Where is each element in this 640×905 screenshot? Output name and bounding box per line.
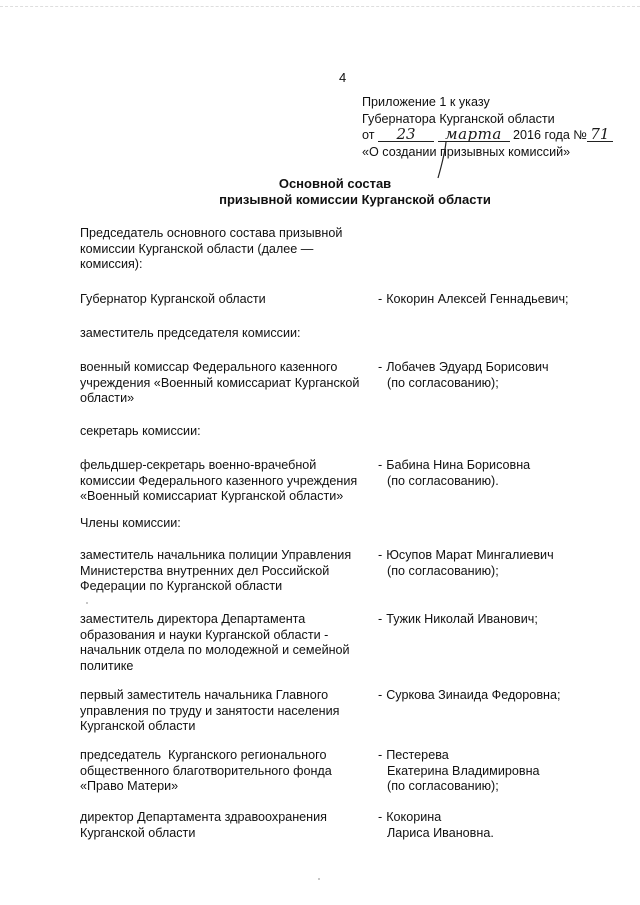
title-line-1: Основной состав bbox=[278, 176, 392, 191]
entry-secretary-heading bbox=[80, 424, 370, 440]
entry-left-line: «Военный комиссариат Курганской области» bbox=[80, 489, 344, 503]
entry-left-line: председатель Курганского регионального bbox=[80, 748, 327, 762]
scan-speck bbox=[318, 878, 320, 880]
person-name: Юсупов Марат Мингалиевич bbox=[386, 548, 554, 562]
entry-left-line: секретарь комиссии: bbox=[80, 424, 201, 438]
person-surname: Кокорина bbox=[386, 810, 442, 824]
appendix-header bbox=[362, 94, 613, 160]
entry-education-deputy-name bbox=[378, 612, 538, 628]
entry-police-deputy-name bbox=[378, 548, 554, 579]
entry-left-line: фельдшер-секретарь военно-врачебной bbox=[80, 458, 317, 472]
entry-left-line: комиссии Федерального казенного учреждения bbox=[80, 473, 358, 488]
handwritten-decree-number: 71 bbox=[587, 127, 613, 142]
handwritten-month: марта bbox=[438, 127, 510, 142]
person-surname: Пестерева bbox=[386, 748, 449, 762]
scan-speck bbox=[86, 602, 88, 604]
dash-mark: - bbox=[378, 810, 383, 824]
appendix-line-1: Приложение 1 к указу bbox=[362, 95, 490, 109]
entry-military-commissar-name bbox=[378, 360, 549, 391]
entry-left-line: образования и науки Курганской области - bbox=[80, 627, 329, 642]
appendix-line-3 bbox=[362, 127, 613, 144]
entry-left-line: учреждения «Военный комиссариат Курганской bbox=[80, 375, 360, 390]
entry-chairman-heading bbox=[80, 226, 370, 273]
person-name: Тужик Николай Иванович; bbox=[386, 612, 538, 626]
entry-military-commissar-position bbox=[80, 360, 370, 407]
entry-left-line: заместитель директора Департамента bbox=[80, 612, 306, 626]
entry-labor-deputy-name bbox=[378, 688, 560, 704]
person-given-names: Екатерина Владимировна bbox=[387, 763, 540, 778]
entry-left-line: Члены комиссии: bbox=[80, 516, 181, 530]
entry-police-deputy-position bbox=[80, 548, 370, 595]
person-name: Суркова Зинаида Федоровна; bbox=[386, 688, 561, 702]
entry-left-line: общественного благотворительного фонда bbox=[80, 763, 332, 778]
entry-left-line: директор Департамента здравоохранения bbox=[80, 810, 327, 824]
person-note: (по согласованию); bbox=[387, 563, 499, 578]
entry-deputy-chair-heading bbox=[80, 326, 370, 342]
handwritten-stroke-mark bbox=[436, 140, 448, 180]
entry-left-line: военный комиссар Федерального казенного bbox=[80, 360, 338, 374]
scan-edge-artifact bbox=[0, 6, 640, 9]
entry-secretary-position bbox=[80, 458, 370, 505]
entry-left-line: заместитель председателя комиссии: bbox=[80, 326, 301, 340]
person-note: (по согласованию); bbox=[387, 375, 499, 390]
dash-mark: - bbox=[378, 360, 383, 374]
entry-education-deputy-position bbox=[80, 612, 370, 674]
entry-left-line: области» bbox=[80, 391, 135, 405]
entry-left-line: управления по труду и занятости населения bbox=[80, 703, 340, 718]
dash-mark: - bbox=[378, 458, 383, 472]
entry-left-line: Председатель основного состава призывной bbox=[80, 226, 343, 240]
appendix-line-4: «О создании призывных комиссий» bbox=[362, 144, 571, 159]
entry-secretary-name bbox=[378, 458, 530, 489]
entry-foundation-chair-name bbox=[378, 748, 540, 795]
entry-left-line: первый заместитель начальника Главного bbox=[80, 688, 329, 702]
person-name: Бабина Нина Борисовна bbox=[386, 458, 531, 472]
entry-left-line: заместитель начальника полиции Управления bbox=[80, 548, 352, 562]
entry-health-director-position bbox=[80, 810, 370, 841]
person-given-names: Лариса Ивановна. bbox=[387, 825, 494, 840]
entry-left-line: политике bbox=[80, 658, 134, 673]
person-note: (по согласованию). bbox=[387, 473, 499, 488]
dash-mark: - bbox=[378, 748, 383, 762]
person-name: Лобачев Эдуард Борисович bbox=[386, 360, 549, 374]
entry-left-line: «Право Матери» bbox=[80, 779, 179, 793]
dash-mark: - bbox=[378, 612, 383, 626]
date-prefix: от bbox=[362, 128, 375, 142]
person-note: (по согласованию); bbox=[387, 779, 499, 793]
title-line-2: призывной комиссии Курганской области bbox=[219, 192, 491, 207]
handwritten-day: 23 bbox=[378, 127, 434, 142]
entry-health-director-name bbox=[378, 810, 494, 841]
dash-mark: - bbox=[378, 548, 383, 562]
dash-mark: - bbox=[378, 292, 383, 306]
entry-left-line: комиссии Курганской области (далее — bbox=[80, 241, 314, 256]
entry-governor-name bbox=[378, 292, 569, 308]
entry-left-line: Губернатор Курганской области bbox=[80, 292, 266, 306]
entry-left-line: Министерства внутренних дел Российской bbox=[80, 563, 330, 578]
document-title bbox=[0, 176, 640, 208]
entry-foundation-chair-position bbox=[80, 748, 370, 795]
page-number: 4 bbox=[339, 70, 347, 85]
entry-left-line: Курганской области bbox=[80, 719, 196, 733]
entry-left-line: Курганской области bbox=[80, 825, 196, 840]
year-and-number-label: 2016 года № bbox=[513, 128, 587, 142]
entry-labor-deputy-position bbox=[80, 688, 370, 735]
entry-left-line: начальник отдела по молодежной и семейной bbox=[80, 643, 350, 657]
entry-members-heading bbox=[80, 516, 370, 532]
entry-left-line: Федерации по Курганской области bbox=[80, 579, 283, 593]
dash-mark: - bbox=[378, 688, 383, 702]
person-name: Кокорин Алексей Геннадьевич; bbox=[386, 292, 569, 306]
entry-left-line: комиссия): bbox=[80, 257, 143, 271]
entry-governor-position bbox=[80, 292, 370, 308]
appendix-line-2: Губернатора Курганской области bbox=[362, 111, 555, 126]
